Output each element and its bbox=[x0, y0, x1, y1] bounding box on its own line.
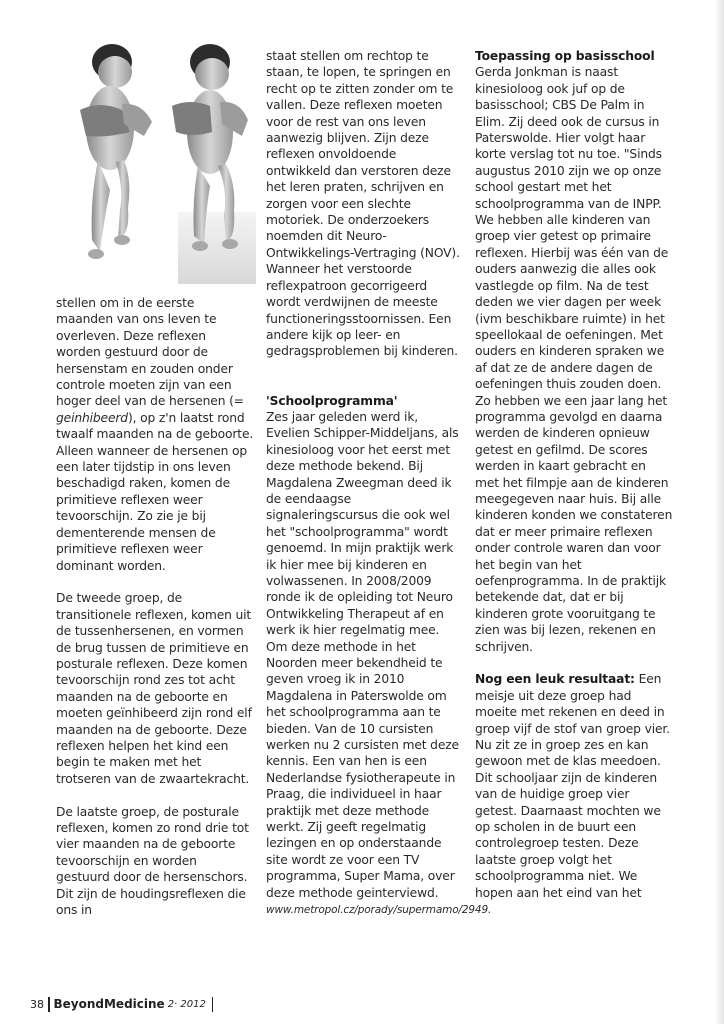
issue-number: 2· 2012 bbox=[167, 998, 206, 1010]
term-geinhibeerd: geinhibeerd bbox=[56, 410, 128, 425]
column-3 bbox=[475, 48, 673, 901]
col1-paragraph-2: De tweede groep, de transitionele reflexen, komen uit de tussenhersenen, en vormen de brug tussen de primitieve en posturale reflexen. Deze komen tevoorschijn rond zes tot acht maanden na de geboorte en moeten geïnhibeerd zijn rond elf maanden na de geboorte. Deze reflexen helpen het kind een begin te maken met het trotseren van de zwaartekracht. bbox=[56, 591, 252, 786]
inline-heading-resultaat: Nog een leuk resultaat: bbox=[475, 672, 635, 687]
page-footer bbox=[30, 996, 217, 1012]
column-1 bbox=[56, 295, 254, 918]
website-reference: www.metropol.cz/porady/supermamo/2949. bbox=[266, 904, 492, 917]
col2-paragraph-2: Zes jaar geleden werd ik, Evelien Schipper-Middeljans, als kinesioloog voor het eerst met deze methode bekend. Bij Magdalena Zweegman deed ik de eendaagse signaleringscursus die ook wel het "schoolprogramma" wordt genoemd. In mijn praktijk werk ik hier mee bij kinderen en volwassenen. In 2008/2009 ronde ik de opleiding tot Neuro Ontwikkeling Therapeut af en werk ik hier regelmatig mee. Om deze methode in het Noorden meer bekendheid te geven vroeg ik in 2010 Magdalena in Paterswolde om het schoolprogramma aan te bieden. Van de 10 cursisten werken nu 2 cursisten met deze kennis. Een van hen is een Nederlandse fysiotherapeute in Praag, die individueel in haar praktijk met deze methode werkt. Zij geeft regelmatig lezingen en op onderstaande site wordt ze voor een TV programma, Super Mama, over deze methode geinterviewd. www.metropol.cz/porady/supermamo/2949. bbox=[266, 409, 492, 917]
column-2 bbox=[266, 48, 492, 919]
magazine-title: BeyondMedicine bbox=[53, 997, 165, 1011]
footer-divider-end bbox=[212, 997, 214, 1012]
col1-paragraph-3: De laatste groep, de posturale reflexen, komen zo rond drie tot vier maanden na de geboorte tevoorschijn en worden gestuurd door de hersenschors. Dit zijn de houdingsreflexen die ons in bbox=[56, 804, 249, 917]
col1-paragraph-1: stellen om in de eerste maanden van ons leven te overleven. Deze reflexen worden gestuurd door de hersenstam en zouden onder controle moeten zijn van een hoger deel van de hersenen (= geinhibeerd), op z'n laatst rond twaalf maanden na de geboorte. Alleen wanneer de hersenen op een later tijdstip in ons leven beschadigd raken, komen de primitieve reflexen weer tevoorschijn. Zo zie je bij dementerende mensen de primitieve reflexen weer dominant worden. bbox=[56, 296, 254, 573]
section-heading-schoolprogramma: 'Schoolprogramma' bbox=[266, 393, 398, 408]
page-edge-shadow bbox=[714, 0, 724, 1024]
col3-paragraph-1: Gerda Jonkman is naast kinesioloog ook juf op de basisschool; CBS De Palm in Elim. Zij deed ook de cursus in Paterswolde. Hier volgt haar korte verslag tot nu toe. "Sinds augustus 2010 zijn we op onze school gestart met het schoolprogramma van de INPP. We hebben alle kinderen van groep vier getest op primaire reflexen. Hierbij was één van de ouders aanwezig die alles ook vastlegde op film. Na de test deden we vier dagen per week (ivm beschikbare ruimte) in het speellokaal de oefeningen. Met ouders en kinderen spraken we af dat ze de andere dagen de oefeningen thuis zouden doen. Zo hebben we een jaar lang het programma gevolgd en daarna werden de kinderen opnieuw getest en gefilmd. De scores werden in kaart gebracht en met het filmpje aan de kinderen meegegeven naar huis. Bij alle kinderen konden we constateren dat er meer primaire reflexen onder controle waren dan voor het begin van het oefenprogramma. In de praktijk betekende dat, dat er bij kinderen grote vooruitgang te zien was bij lezen, rekenen en schrijven. bbox=[475, 65, 673, 654]
stepping-reflex-image bbox=[60, 40, 256, 286]
section-heading-toepassing: Toepassing op basisschool bbox=[475, 49, 655, 63]
col2-paragraph-1: staat stellen om rechtop te staan, te lopen, te springen en recht op te zitten zonder om te vallen. Deze reflexen moeten voor de rest van ons leven aanwezig blijven. Zijn deze reflexen onvoldoende ontwikkeld dan verstoren deze het leren praten, schrijven en zorgen voor een slechte motoriek. De onderzoekers noemden dit Neuro-Ontwikkelings-Vertraging (NOV). Wanneer het verstoorde reflexpatroon gecorrigeerd wordt verdwijnen de meeste functioneringsstoornissen. Een andere kijk op leer- en gedragsproblemen bij kinderen. bbox=[266, 49, 460, 359]
reflex-photo bbox=[60, 40, 256, 286]
footer-divider bbox=[48, 997, 50, 1012]
col3-paragraph-2: Nog een leuk resultaat: Een meisje uit deze groep had moeite met rekenen en deed in groep vijf de stof van groep vier. Nu zit ze in groep zes en kan gewoon met de klas meedoen. Dit schooljaar zijn de kinderen van de huidige groep vier getest. Daarnaast mochten we op scholen in de buurt een controlegroep testen. Deze laatste groep volgt het schoolprogramma niet. We hopen aan het eind van het bbox=[475, 672, 670, 900]
page-number: 38 bbox=[30, 997, 44, 1011]
